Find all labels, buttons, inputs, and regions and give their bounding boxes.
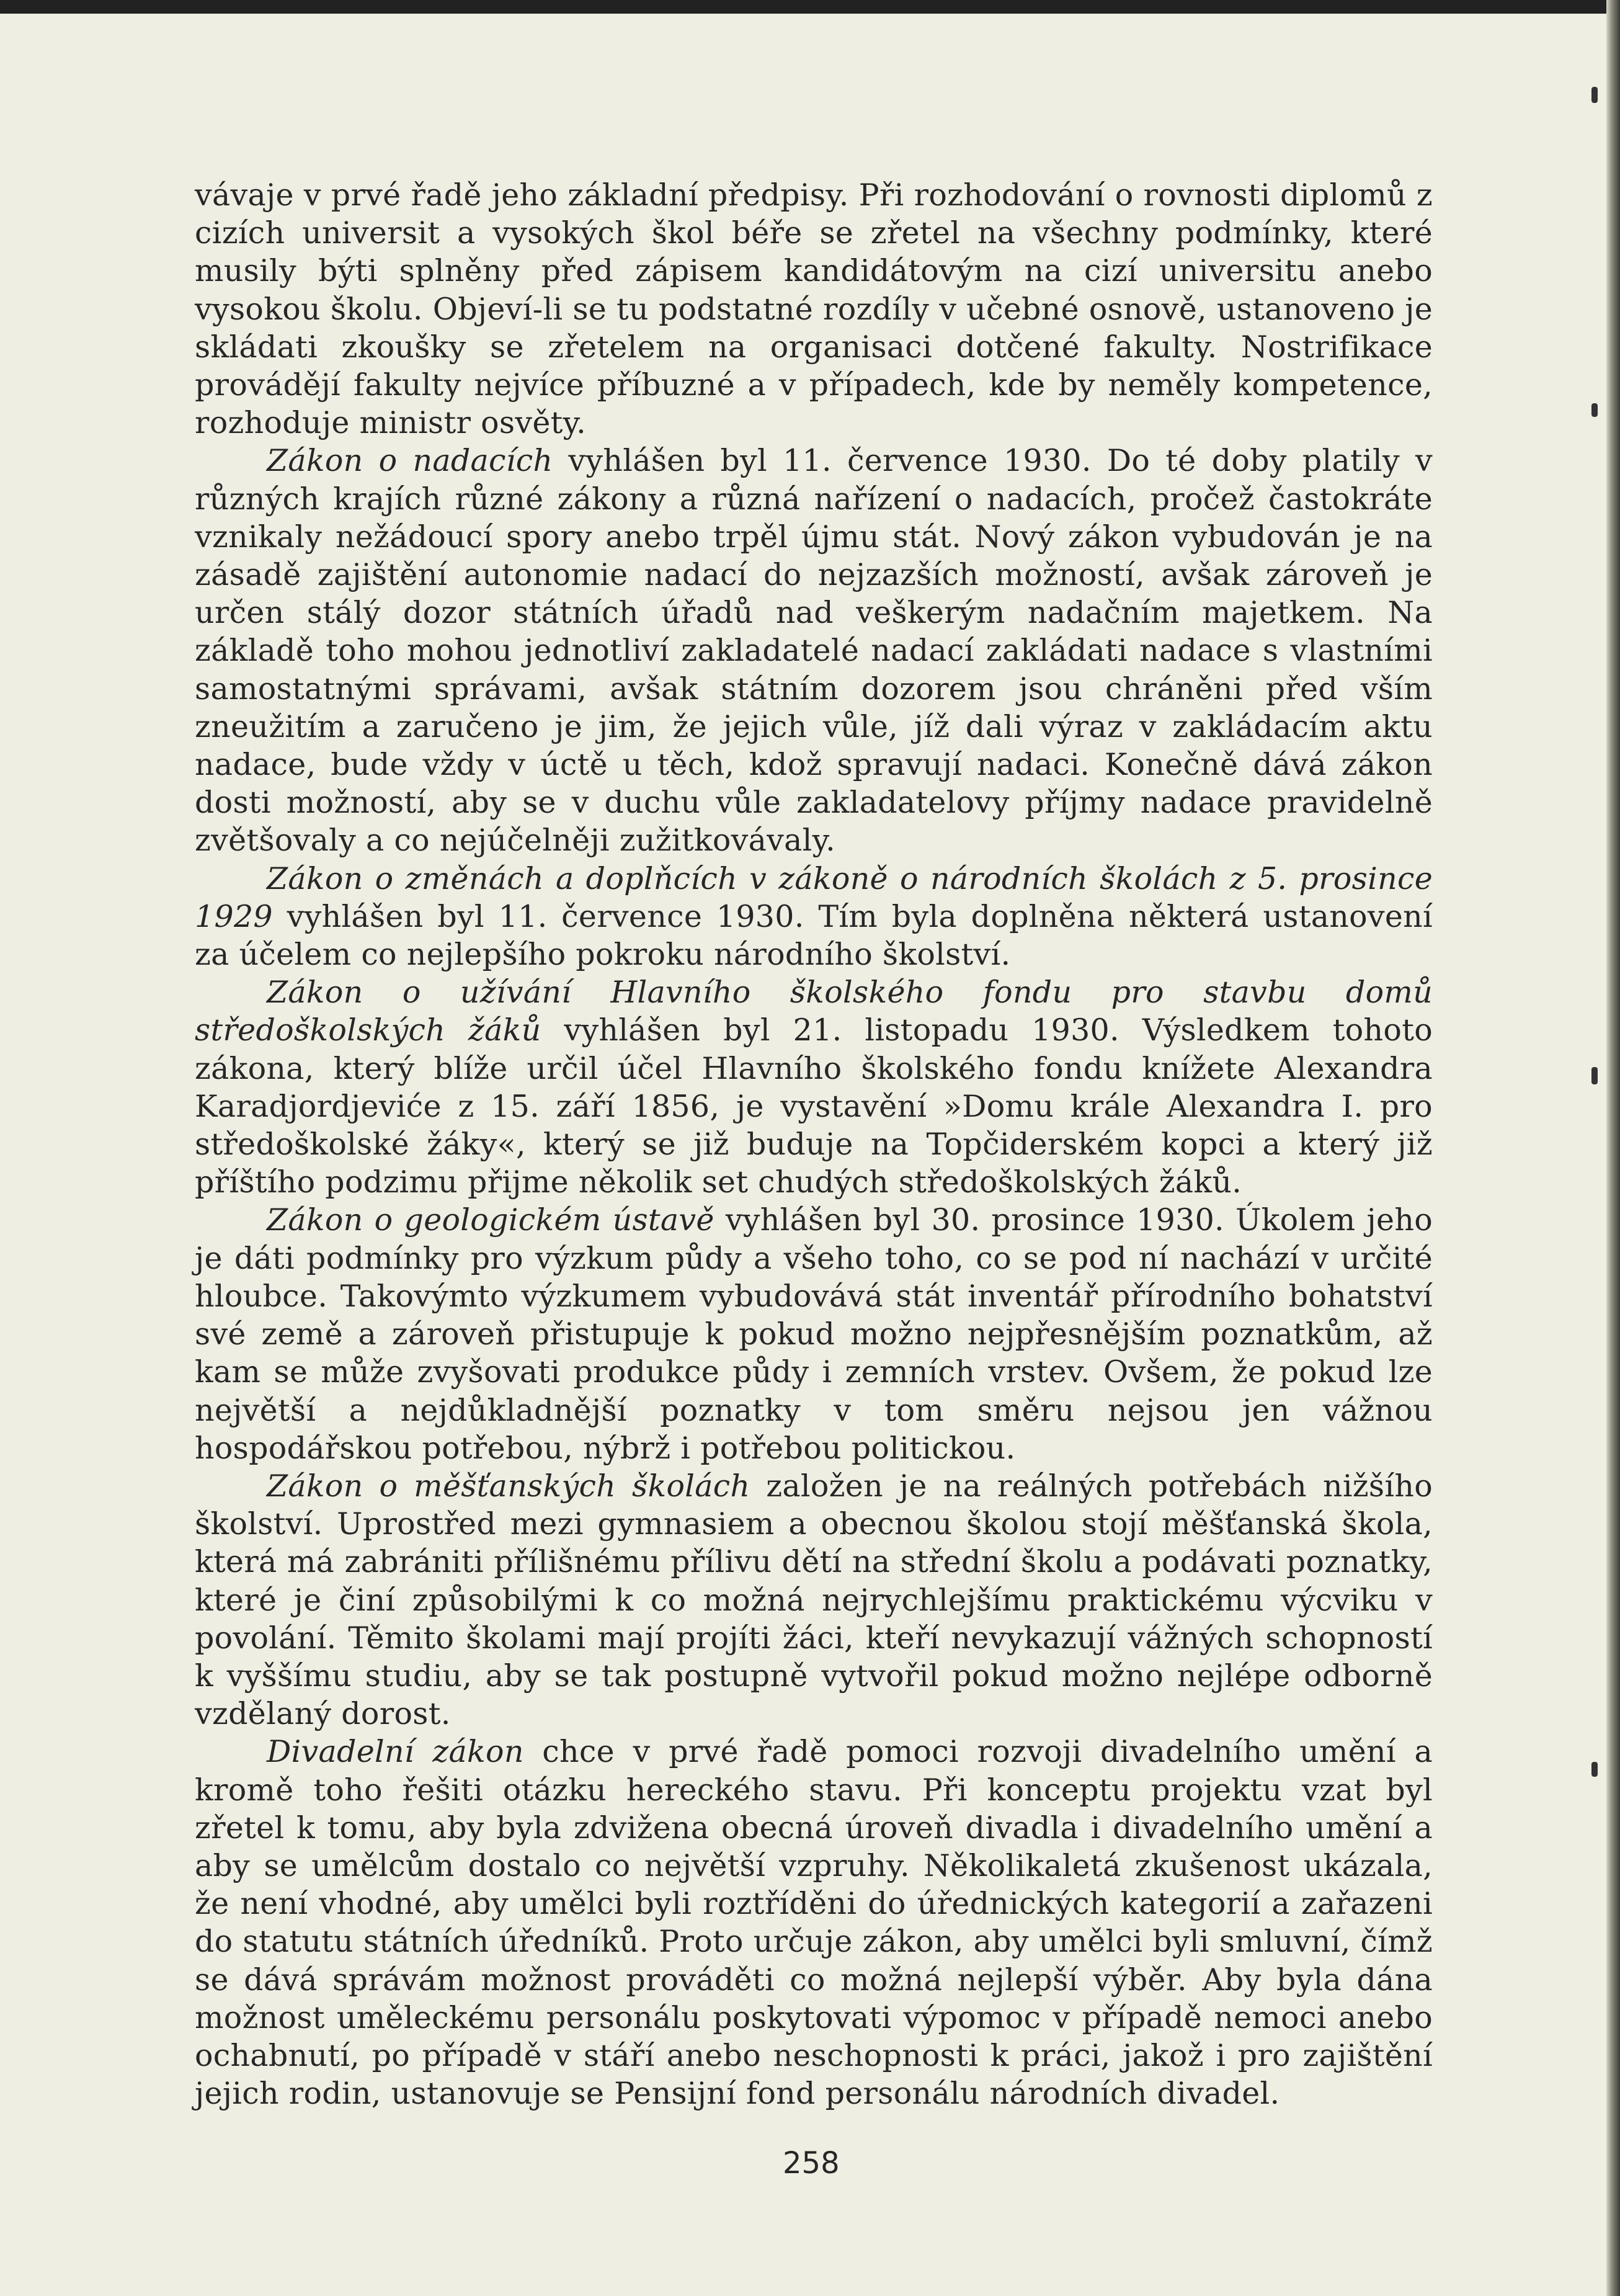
paragraph-civic-schools-law <box>195 1467 1433 1733</box>
paragraph-text: vyhlášen byl 11. července 1930. Do té doby platily v různých krajích různé zákony a různá nařízení o nadacích, pročež častokráte vznikaly nežádoucí spory anebo trpěl újmu stát. Nový zákon vybudován je na zásadě zajištění autonomie nadací do nejzazších možností, avšak zároveň je určen stálý dozor státních úřadů nad veškerým nadačním majetkem. Na základě toho mohou jednotliví zakladatelé nadací zakládati nadace s vlastními samostatnými správami, avšak státním dozorem jsou chráněni před vším zneužitím a zaručeno je jim, že jejich vůle, jíž dali výraz v zakládacím aktu nadace, bude vždy v úctě u těch, kdož spravují nadaci. Konečně dává zákon dosti možností, aby se v duchu vůle zakladatelovy příjmy nadace pravidelně zvětšovaly a co nejúčelněji zužitkovávaly. <box>195 443 1433 859</box>
paragraph-text: chce v prvé řadě pomoci rozvoji divadelního umění a kromě toho řešiti otázku hereckého stavu. Při konceptu projektu vzat byl zřetel k tomu, aby byla zdvižena obecná úroveň divadla i divadelního umění a aby se umělcům dostalo co největší vzpruhy. Několikaletá zkušenost ukázala, že není vhodné, aby umělci byli roztříděni do úřednických kategorií a zařazeni do statutu státních úředníků. Proto určuje zákon, aby umělci byli smluvní, čímž se dává správám možnost prováděti co možná nejlepší výběr. Aby byla dána možnost uměleckému personálu poskytovati výpomoc v případě nemoci anebo ochabnutí, po případě v stáří anebo neschopnosti k práci, jakož i pro zajištění jejich rodin, ustanovuje se Pensijní fond personálu národních divadel. <box>195 1734 1433 2112</box>
law-title: Divadelní zákon <box>267 1734 524 1770</box>
law-title: Zákon o měšťanských školách <box>267 1468 750 1504</box>
paragraph-foundations-law <box>195 442 1433 859</box>
paragraph-nostrification <box>195 176 1433 442</box>
law-title: Zákon o změnách a doplňcích v zákoně o národních školách z 5. prosince 1929 <box>195 860 1433 934</box>
binding-mark <box>1591 87 1598 103</box>
binding-mark <box>1591 403 1598 417</box>
paragraph-school-fund-law <box>195 973 1433 1201</box>
binding-mark <box>1591 1762 1598 1777</box>
page-number: 258 <box>783 2146 840 2181</box>
paragraph-national-schools-law <box>195 860 1433 974</box>
law-title: Zákon o užívání Hlavního školského fondu pro stavbu domů středoškolských žáků <box>195 975 1433 1048</box>
paragraph-text: vávaje v prvé řadě jeho základní předpisy. Při rozhodování o rovnosti diplomů z cizích universit a vysokých škol béře se zřetel na všechny podmínky, které musily býti splněny před zápisem kandidátovým na cizí universitu anebo vysokou školu. Objeví-li se tu podstatné rozdíly v učebné osnově, ustanoveno je skládati zkoušky se zřetelem na organisaci dotčené fakulty. Nostrifikace provádějí fakulty nejvíce příbuzné a v případech, kde by neměly kompetence, rozhoduje ministr osvěty. <box>195 177 1433 441</box>
body-text <box>195 176 1433 2112</box>
paragraph-text: založen je na reálných potřebách nižšího školství. Uprostřed mezi gymnasiem a obecnou školou stojí měšťanská škola, která má zabrániti přílišnému přílivu dětí na střední školu a podávati poznatky, které je činí způsobilými k co možná nejrychlejšímu praktickému výcviku v povolání. Těmito školami mají projíti žáci, kteří nevykazují vážných schopností k vyššímu studiu, aby se tak postupně vytvořil pokud možno nejlépe odborně vzdělaný dorost. <box>195 1468 1433 1732</box>
paragraph-text: vyhlášen byl 11. července 1930. Tím byla doplněna některá ustanovení za účelem co nejlepšího pokroku národního školství. <box>195 898 1433 973</box>
paragraph-text: vyhlášen byl 30. prosince 1930. Úkolem jeho je dáti podmínky pro výzkum půdy a všeho toho, co se pod ní nachází v určité hloubce. Takovýmto výzkumem vybudovává stát inventář přírodního bohatství své země a zároveň přistupuje k pokud možno nejpřesnějším poznatkům, až kam se může zvyšovati produkce půdy i zemních vrstev. Ovšem, že pokud lze největší a nejdůkladnější poznatky v tom směru nejsou jen vážnou hospodářskou potřebou, nýbrž i potřebou politickou. <box>195 1202 1433 1466</box>
book-spine-edge <box>1606 0 1620 2296</box>
binding-mark <box>1591 1067 1598 1084</box>
law-title: Zákon o nadacích <box>267 443 553 479</box>
paragraph-theatre-law <box>195 1733 1433 2112</box>
law-title: Zákon o geologickém ústavě <box>267 1202 714 1238</box>
paragraph-geological-institute-law <box>195 1201 1433 1467</box>
paragraph-text: vyhlášen byl 21. listopadu 1930. Výsledkem tohoto zákona, který blíže určil účel Hlavního školského fondu knížete Alexandra Karadjordjeviće z 15. září 1856, je vystavění »Domu krále Alexandra I. pro středoškolské žáky«, který se již buduje na Topčiderském kopci a který již příštího podzimu přijme několik set chudých středoškolských žáků. <box>195 1012 1433 1200</box>
